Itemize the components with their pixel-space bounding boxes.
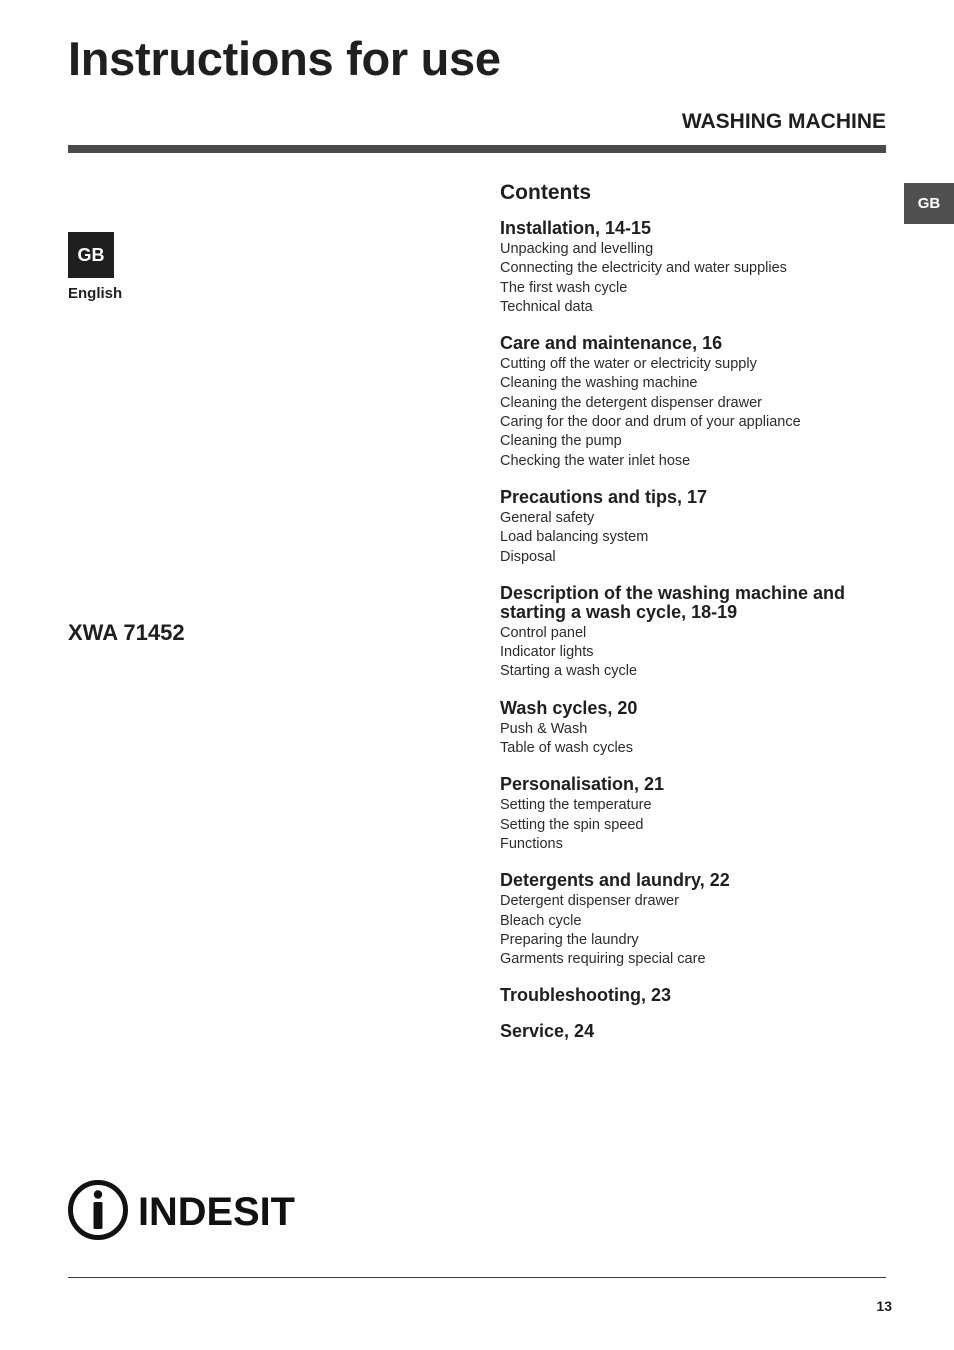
section-title: Wash cycles, 20 (500, 697, 638, 718)
section-item: Cleaning the detergent dispenser drawer (500, 394, 762, 411)
section-item: Preparing the laundry (500, 931, 639, 948)
section-title: Care and maintenance, 16 (500, 333, 723, 354)
section-item: Load balancing system (500, 529, 649, 546)
contents-section (500, 219, 900, 317)
section-item: Technical data (500, 298, 593, 315)
section-item: Checking the water inlet hose (500, 452, 691, 469)
contents-section (500, 1022, 900, 1041)
page-number: 13 (876, 1298, 892, 1314)
footer-divider (68, 1277, 886, 1278)
header-divider (68, 145, 886, 153)
table-of-contents (500, 180, 900, 1058)
section-item: Unpacking and levelling (500, 241, 654, 257)
section-item: Control panel (500, 624, 587, 641)
section-title: Precautions and tips, 17 (500, 486, 708, 507)
language-side-tab: GB (904, 183, 954, 224)
section-item: Caring for the door and drum of your appliance (500, 414, 801, 431)
brand-wordmark: INDESIT (138, 1190, 295, 1234)
section-item: Indicator lights (500, 644, 594, 661)
section-item: Connecting the electricity and water supplies (500, 260, 787, 277)
language-badge: GB (68, 232, 114, 278)
indesit-logo-icon (68, 1180, 300, 1240)
section-title: Troubleshooting, 23 (500, 985, 672, 1006)
section-item: Setting the spin speed (500, 816, 644, 833)
contents-section (500, 871, 900, 969)
contents-section (500, 488, 900, 567)
section-item: Detergent dispenser drawer (500, 893, 679, 910)
contents-section (500, 334, 900, 471)
section-item: Functions (500, 835, 563, 852)
section-item: Disposal (500, 548, 556, 565)
section-item: Cutting off the water or electricity supply (500, 356, 757, 373)
section-item: Cleaning the pump (500, 433, 622, 450)
section-item: The first wash cycle (500, 279, 628, 296)
section-item: Setting the temperature (500, 797, 652, 814)
contents-section (500, 699, 900, 759)
section-title: Description of the washing machine and starting a wash cycle, 18-19 (500, 582, 846, 622)
section-item: Push & Wash (500, 720, 588, 737)
section-item: Starting a wash cycle (500, 663, 638, 680)
contents-section (500, 584, 900, 682)
section-title: Detergents and laundry, 22 (500, 870, 730, 891)
section-title: Service, 24 (500, 1021, 595, 1042)
section-item: Cleaning the washing machine (500, 375, 698, 392)
section-title: Installation, 14-15 (500, 218, 652, 238)
contents-sections (500, 219, 900, 1041)
contents-section (500, 986, 900, 1005)
section-item: Table of wash cycles (500, 740, 633, 757)
page-title: Instructions for use (68, 32, 501, 85)
section-item: Bleach cycle (500, 912, 582, 929)
contents-heading: Contents (500, 181, 591, 204)
product-category: WASHING MACHINE (681, 110, 886, 133)
language-label: English (68, 285, 123, 302)
section-item: General safety (500, 509, 595, 526)
contents-section (500, 775, 900, 854)
section-title: Personalisation, 21 (500, 774, 665, 795)
section-item: Garments requiring special care (500, 951, 706, 968)
model-number: XWA 71452 (68, 620, 185, 645)
